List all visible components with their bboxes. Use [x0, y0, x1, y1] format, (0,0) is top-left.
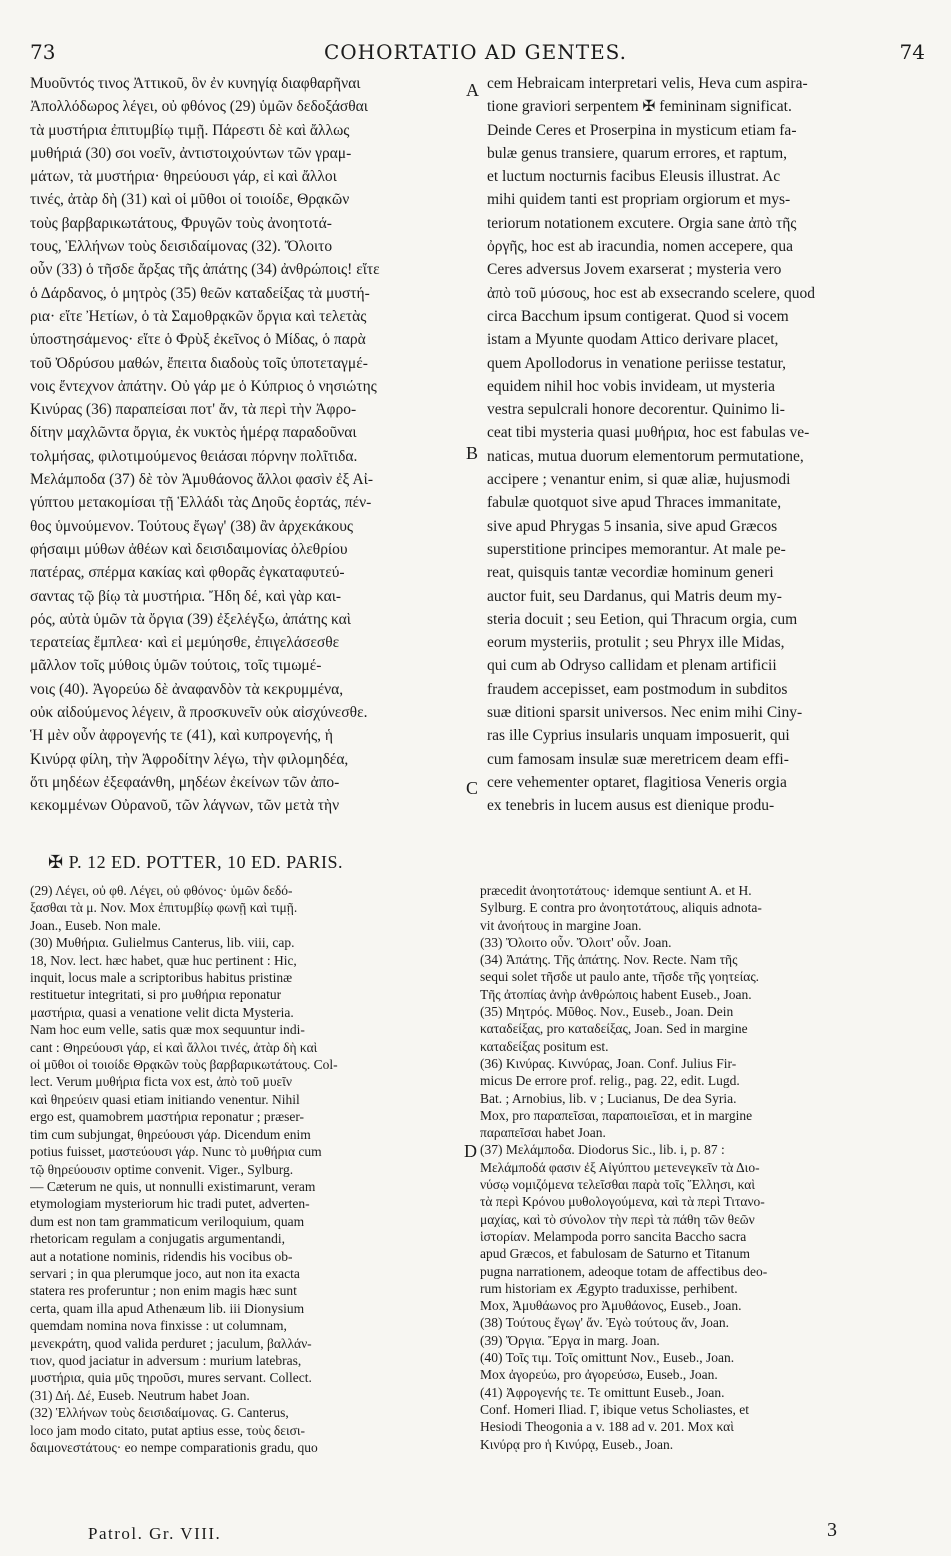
text-line: præcedit ἀνοητοτάτους· idemque sentiunt A. et H. [480, 883, 752, 898]
text-line: (34) Ἀπάτης. Τῆς ἀπάτης. Nov. Recte. Nam τῆς [480, 952, 738, 968]
text-line: γύπτου μετακομίσαι τῇ Ἑλλάδι τὰς Δηοῦς ἑορτάς, πέν- [30, 494, 372, 512]
text-line: accipere ; venantur enim, si quæ aliæ, hujusmodi [487, 471, 791, 489]
text-line: τους, Ἑλλήνων τοὺς δεισιδαίμονας (32). Ὄλοιτο [30, 238, 333, 256]
text-line: καὶ θηρεύειν quasi etiam initiando venentur. Nihil [30, 1091, 300, 1107]
text-line: κεκομμένων Οὐρανοῦ, τῶν λάγνων, τῶν μετὰ τὴν [30, 797, 340, 815]
text-line: τὰ μυστήρια ἐπιτυμβίῳ τιμῇ. Πάρεστι δὲ καὶ ἄλλως [30, 121, 350, 139]
text-line: sequi solet τῆσδε ut paulo ante, τῆσδε τῆς γοητείας. [480, 969, 760, 985]
text-line: Κινύρᾳ pro ἡ Κινύρᾳ, Euseb., Joan. [480, 1436, 674, 1452]
footnotes-left-column [30, 882, 462, 1456]
text-line: τοὺς βαρβαρικωτάτους, Φρυγῶν τοὺς ἀνοητοτά- [30, 214, 332, 232]
text-line: Nam hoc eum velle, satis quæ mox sequuntur indi- [30, 1022, 305, 1038]
text-line: restituetur integritati, si pro μυθήρια reponatur [30, 987, 282, 1003]
text-line: Κινύρας (36) παραπείσαι ποτ' ἄν, τὰ περὶ τὴν Ἀφρο- [30, 401, 357, 419]
text-line: Μελάμποδα (37) δὲ τὸν Ἀμυθάονος ἄλλοι φασὶν ἐξ Αἰ- [30, 471, 373, 489]
text-line: νοις (40). Ἀγορεύω δὲ ἀναφανδὸν τὰ κεκρυμμένα, [30, 680, 344, 698]
text-line: (29) Λέγει, οὐ φθ. Λέγει, οὐ φθόνος· ὑμῶν δεδό- [30, 883, 293, 898]
text-line: τινές, ἀτὰρ δὴ (31) καὶ οἱ μῦθοι οἱ τοιοίδε, Θρᾳκῶν [30, 191, 350, 209]
edition-note: ✠ P. 12 ED. POTTER, 10 ED. PARIS. [48, 852, 343, 872]
text-line: mihi quidem tanti est propriam orgiorum et mys- [487, 191, 791, 209]
text-line: Bat. ; Arnobius, lib. v ; Lucianus, De dea Syria. [480, 1090, 737, 1106]
text-line: Mox ἀγορεύω, pro ἀγορεύσω, Euseb., Joan. [480, 1367, 718, 1383]
text-line: δίτην μαχλῶντα ὄργια, ἐκ νυκτὸς ἡμέρᾳ παραδοῦναι [30, 424, 357, 442]
text-line: φήσαιμι μύθων ἀθέων καὶ δεισιδαιμονίας ὀλεθρίου [30, 540, 348, 558]
text-line: statera res proferuntur ; non enim magis hæc sunt [30, 1283, 297, 1299]
section-marker-d: D [464, 1141, 477, 1161]
text-line: ρια· εἴτε Ἠετίων, ὁ τὰ Σαμοθρᾳκῶν ὄργια καὶ τελετὰς [30, 307, 367, 325]
text-line: aut a notatione nominis, ridendis his vocibus ob- [30, 1248, 293, 1264]
text-line: dum est non tam grammaticum veriloquium, quam [30, 1213, 305, 1229]
text-line: καταδείξας, pro καταδείξας, Joan. Sed in margine [480, 1021, 748, 1037]
text-line: istam a Myunte quodam Attico derivare placet, [487, 331, 779, 349]
text-line: (35) Μητρός. Μῦθος. Nov., Euseb., Joan. Dein [480, 1004, 734, 1020]
text-line: Mox, Ἀμυθάωνος pro Ἀμυθάονος, Euseb., Joan. [480, 1298, 742, 1314]
text-line: ἱστορίαν. Melampoda porro sancita Baccho sacra [480, 1228, 747, 1244]
text-line: (39) Ὄργια. Ἔργα in marg. Joan. [480, 1332, 660, 1348]
footnotes-right-column [480, 882, 926, 1453]
text-line: suæ ditioni sparsit universos. Nec enim mihi Ciny- [487, 704, 803, 722]
text-line: (36) Κινύρας. Κιννύρας, Joan. Conf. Julius Fir- [480, 1055, 737, 1071]
text-line: steria docuit ; seu Eetion, qui Thracum orgia, cum [487, 610, 798, 628]
text-line: παραπεῖσαι habet Joan. [480, 1125, 606, 1141]
text-line: auctor fuit, seu Dardanus, qui Matris deum my- [487, 587, 782, 605]
text-line: — Cæterum ne quis, ut nonnulli existimarunt, veram [30, 1178, 316, 1194]
text-line: σαντας τῷ βίῳ τὰ μυστήρια. Ἤδη δέ, καὶ γὰρ και- [30, 587, 342, 605]
text-line: cere vehementer optaret, flagitiosa Veneris orgia [487, 773, 787, 791]
text-line: Deinde Ceres et Proserpina in mysticum etiam fa- [487, 121, 797, 139]
text-line: Ἀπολλόδωρος λέγει, οὐ φθόνος (29) ὑμῶν δεδοξάσθαι [30, 98, 368, 116]
text-line: καταδείξας positum est. [480, 1038, 609, 1054]
text-line: τὰ περὶ Κρόνου μυθολογούμενα, καὶ τὰ περὶ Τιτανο- [480, 1194, 765, 1210]
text-line: cum famosam insulæ suæ meretricem deam effi- [487, 750, 789, 768]
text-line: δαιμονεστάτους· eo nempe comparationis gradu, quo [30, 1440, 318, 1455]
footer-signature: 3 [827, 1519, 837, 1541]
section-marker-c: C [466, 778, 479, 798]
text-line: τιον, quod jaciatur in adversum : murium latebras, [30, 1352, 302, 1368]
text-line: teriorum notationem excutere. Orgia sane ἀπὸ τῆς [487, 214, 797, 232]
text-line: (40) Τοῖς τιμ. Τοῖς omittunt Nov., Euseb., Joan. [480, 1350, 735, 1366]
text-line: (31) Δή. Δέ, Euseb. Neutrum habet Joan. [30, 1387, 250, 1403]
text-line: ex tenebris in lucem ausus est dienique produ- [487, 797, 775, 815]
text-line: θος ὑμνούμενον. Τούτους ἔγωγ' (38) ἂν ἀρχεκάκους [30, 517, 354, 535]
text-line: νύσῳ νομιζόμενα τελεῖσθαι παρὰ τοῖς Ἕλλησι, καὶ [480, 1177, 756, 1193]
text-line: bulæ genus transiere, quarum errores, et raptum, [487, 144, 788, 162]
text-line: Joan., Euseb. Non male. [30, 917, 161, 933]
text-line: 18, Nov. lect. hæc habet, quæ huc pertinent : Hic, [30, 952, 297, 968]
text-line: reat, quisquis tantæ vecordiæ hominum generi [487, 564, 774, 582]
text-line: μενεκράτη, quod valida perduret ; jaculum, βαλλάν- [30, 1335, 312, 1351]
text-line: quem Apollodorus in venatione periisse testatur, [487, 354, 786, 372]
text-line: οἱ μῦθοι οἱ τοιοίδε Θρᾳκῶν τοὺς βαρβαρικωτάτους. Col- [30, 1057, 338, 1073]
section-marker-b: B [466, 443, 479, 463]
text-line: (33) Ὄλοιτο οὖν. Ὄλοιτ' οὖν. Joan. [480, 934, 672, 950]
latin-text-column [487, 72, 927, 818]
text-line: apud Græcos, et fabulosam de Saturno et Titanum [480, 1246, 750, 1262]
text-line: cant : Θηρεύουσι γάρ, εἰ καὶ ἄλλοι τινές, ἀτὰρ δὴ καὶ [30, 1039, 318, 1055]
page-number-left: 73 [30, 40, 56, 64]
text-line: νοις ἔντεχνον ἀπάτην. Οὐ γάρ με ὁ Κύπριος ὁ νησιώτης [30, 377, 377, 395]
text-line: etymologiam mysteriorum hic tradi putet, adverten- [30, 1196, 310, 1212]
text-line: ceat tibi mysteria quasi μυθήρια, hoc est fabulas ve- [487, 424, 810, 442]
text-line: (30) Μυθήρια. Gulielmus Canterus, lib. viii, cap. [30, 935, 295, 951]
text-line: οὐκ αἰδούμενος λέγειν, ἃ προσκυνεῖν οὐκ αἰσχύνεσθε. [30, 704, 368, 722]
text-line: ras ille Cyprius insularis unquam imposuerit, qui [487, 727, 790, 745]
text-line: Conf. Homeri Iliad. Γ, ibique vetus Scholiastes, et [480, 1401, 750, 1417]
text-line: τοῦ Ὀδρύσου μαθών, ἔπειτα διαδοὺς τοῖς ὑποτεταγμέ- [30, 354, 368, 372]
text-line: eorum mysteriis, protulit ; seu Phryx ille Midas, [487, 634, 785, 652]
text-line: sive apud Phrygas 5 insania, sive apud Græcos [487, 517, 778, 535]
text-line: ergo est, quamobrem μαστήρια reponatur ; præser- [30, 1109, 305, 1125]
running-title: COHORTATIO AD GENTES. [323, 40, 628, 64]
text-line: Τῆς ἀτοπίας ἀνὴρ ἀνθρώποις habent Euseb., Joan. [480, 986, 752, 1002]
text-line: naticas, mutua duorum elementorum permutatione, [487, 447, 804, 465]
text-line: Hesiodi Theogonia a v. 188 ad v. 201. Mox καὶ [480, 1419, 734, 1435]
text-line: vit ἀνοήτους in margine Joan. [480, 917, 642, 933]
text-line: ὀργῆς, hoc est ab iracundia, nomen accepere, qua [487, 238, 793, 256]
greek-text-column [30, 72, 462, 818]
text-line: τολμήσας, φιλοτιμούμενος θειάσαι πόρνην πολῖτιδα. [30, 447, 358, 465]
text-line: qui cum ab Odryso callidam et plenam artificii [487, 657, 777, 675]
text-line: Mox, pro παραπεῖσαι, παραποιεῖσαι, et in margine [480, 1107, 753, 1123]
text-line: rhetoricam regulam a conjugatis argumentandi, [30, 1231, 286, 1247]
text-line: Μυοῦντός τινος Ἀττικοῦ, ὃν ἐν κυνηγίᾳ διαφθαρῆναι [30, 75, 361, 92]
text-line: ὅτι μηδέων ἐξεφαάνθη, μηδέων ἐκείνων τῶν ἀπο- [30, 773, 340, 791]
text-line: ὁ Δάρδανος, ὁ μητρὸς (35) θεῶν καταδείξας τὰ μυστή- [30, 284, 370, 302]
text-line: μαχίας, καὶ τὸ σύνολον τὴν περὶ τὰ πάθη τῶν θεῶν [480, 1211, 755, 1227]
text-line: et luctum nocturnis facibus Eleusis illustrat. Ac [487, 168, 781, 186]
text-line: tim cum subjungat, θηρεύουσι γάρ. Dicendum enim [30, 1126, 311, 1142]
text-line: μάτων, τὰ μυστήρια· θηρεύουσι γάρ, εἰ καὶ ἄλλοι [30, 168, 337, 186]
text-line: οὖν (33) ὁ τῆσδε ἄρξας τῆς ἀπάτης (34) ἀνθρώποις! εἴτε [30, 261, 380, 279]
text-line: fraudem accepisset, eam postmodum in subditos [487, 680, 788, 698]
text-line: fabulæ quotquot sive apud Thraces immanitate, [487, 494, 782, 512]
text-line: rum historiam ex Ægypto traduxisse, perhibent. [480, 1280, 738, 1296]
text-line: servari ; in qua plerumque joco, aut non ita exacta [30, 1265, 300, 1281]
text-line: μυθήριά (30) σοι νοεῖν, ἀντιστοιχούντων τῶν γραμ- [30, 144, 352, 162]
text-line: Ceres adversus Jovem exarserat ; mysteria vero [487, 261, 782, 279]
text-line: τερατείας ἔμπλεα· καὶ εἰ μεμύησθε, ἐπιγελάσεσθε [30, 634, 340, 652]
text-line: tione graviori serpentem ✠ femininam significat. [487, 98, 792, 116]
text-line: (37) Μελάμποδα. Diodorus Sic., lib. i, p. 87 : [480, 1142, 725, 1158]
text-line: circa Bacchum ipsum contigerat. Quod si vocem [487, 307, 789, 325]
text-line: (41) Ἀφρογενής τε. Τε omittunt Euseb., Joan. [480, 1384, 725, 1400]
text-line: equidem nihil hoc vobis invideam, ut mysteria [487, 377, 775, 395]
text-line: μυστήρια, quia μῦς τηροῦσι, mures servant. Collect. [30, 1370, 312, 1386]
text-line: vestra sepulcrali honore decorentur. Quinimo li- [487, 401, 785, 419]
text-line: μαστήρια, quasi a venatione velit dicta Mysteria. [30, 1004, 294, 1020]
text-line: ρός, αὐτὰ ὑμῶν τὰ ὄργια (39) ἐξελέγξω, ἀπάτης καὶ [30, 610, 351, 628]
text-line: Sylburg. E contra pro ἀνοητοτάτους, aliquis adnota- [480, 900, 762, 916]
text-line: cem Hebraicam interpretari velis, Heva cum aspira- [487, 75, 808, 92]
text-line: micus De errore prof. relig., pag. 22, edit. Lugd. [480, 1073, 740, 1089]
text-line: pugna narrationem, adeoque totam de affectibus deo- [480, 1263, 768, 1279]
text-line: μᾶλλον τοῖς μύθοις ὑμῶν τούτοις, τοῖς τιμωμέ- [30, 657, 322, 675]
section-marker-a: A [466, 80, 479, 100]
text-line: πατέρας, σπέρμα κακίας καὶ φθορᾶς ἐγκαταφυτεύ- [30, 564, 345, 582]
text-line: τῷ θηρεύουσιν optime convenit. Viger., Sylburg. [30, 1161, 294, 1177]
text-line: ἀπὸ τοῦ μύσους, hoc est ab exsecrando scelere, quod [487, 284, 815, 302]
text-line: certa, quam illa apud Athenæum lib. iii Dionysium [30, 1300, 305, 1316]
text-line: loco jam modo citato, putat aptius esse, τοὺς δεισι- [30, 1422, 305, 1438]
text-line: Μελάμποδά φασιν ἐξ Αἰγύπτου μετενεγκεῖν τὰ Διο- [480, 1159, 760, 1175]
text-line: potius fuisset, μαστεύουσι γάρ. Nunc τὸ μυθήρια cum [30, 1144, 322, 1160]
page-number-right: 74 [899, 40, 925, 64]
text-line: inquit, locus male a scriptoribus habitus pristinæ [30, 970, 293, 986]
text-line: (38) Τούτους ἔγωγ' ἄν. Ἐγὼ τούτους ἄν, Joan. [480, 1315, 729, 1331]
footer-volume: Patrol. Gr. VIII. [88, 1524, 222, 1543]
text-line: superstitione principes memorantur. At male pe- [487, 540, 786, 558]
text-line: ὑποστησάμενος· εἴτε ὁ Φρὺξ ἐκεῖνος ὁ Μίδας, ὁ παρὰ [30, 331, 366, 349]
text-line: (32) Ἑλλήνων τοὺς δεισιδαίμονας. G. Canterus, [30, 1405, 289, 1421]
text-line: lect. Verum μυθήρια ficta vox est, ἀπὸ τοῦ μυεῖν [30, 1074, 292, 1090]
text-line: Ἡ μὲν οὖν ἀφρογενής τε (41), καὶ κυπρογενής, ἡ [30, 727, 333, 745]
text-line: ξασθαι τὰ μ. Nov. Mox ἐπιτυμβίῳ φωνῇ καὶ τιμῇ. [30, 900, 298, 916]
text-line: Κινύρᾳ φίλη, τὴν Ἀφροδίτην λέγω, τὴν φιλομηδέα, [30, 750, 349, 768]
text-line: quemdam nomina nova finxisse : ut columnam, [30, 1318, 287, 1334]
